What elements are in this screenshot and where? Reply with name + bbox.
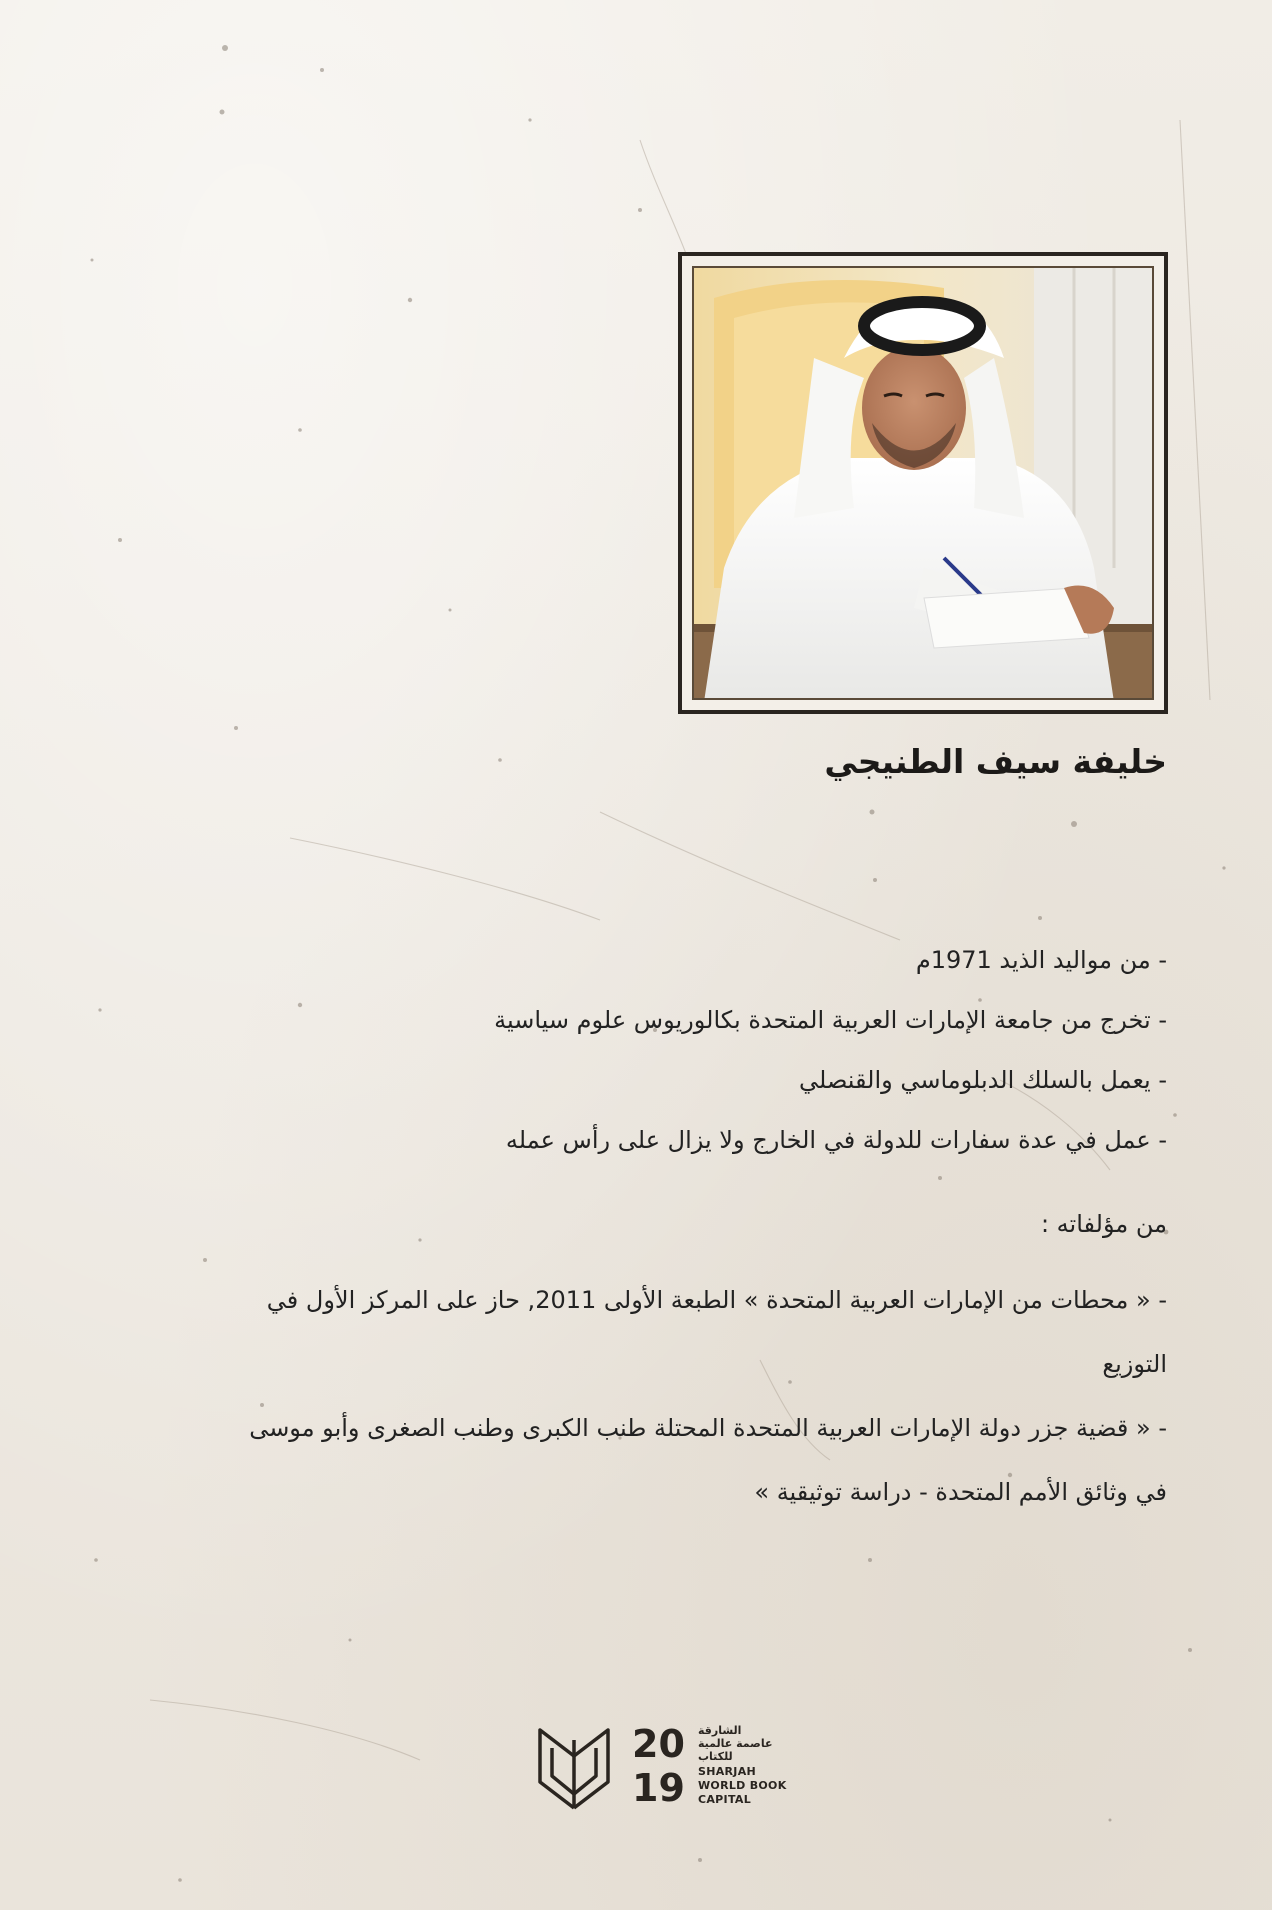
logo-ar-line: للكتاب: [698, 1750, 733, 1763]
logo-en-line: SHARJAH: [698, 1765, 757, 1778]
logo-year-bottom: 19: [632, 1766, 685, 1810]
author-photo-frame: [678, 252, 1168, 714]
works-list: [237, 1268, 1167, 1524]
works-heading: من مؤلفاته :: [1040, 1210, 1167, 1238]
bio-item: - من مواليد الذيد 1971م: [915, 946, 1167, 974]
author-name: خليفة سيف الطنيجي: [824, 742, 1167, 781]
open-book-icon: [532, 1722, 616, 1814]
logo-ar-line: عاصمة عالمية: [698, 1737, 773, 1750]
work-item: - « قضية جزر دولة الإمارات العربية المتحدة المحتلة طنب الكبرى وطنب الصغرى وأبو موسى في وثائق الأمم المتحدة - دراسة توثيقية »: [249, 1414, 1167, 1506]
logo-text: [698, 1724, 808, 1807]
logo-year: [632, 1722, 692, 1810]
author-bio: [267, 930, 1167, 1170]
logo-en-line: CAPITAL: [698, 1793, 752, 1806]
logo-english-text: [698, 1765, 808, 1807]
logo-year-top: 20: [632, 1722, 685, 1766]
work-item: - « محطات من الإمارات العربية المتحدة » الطبعة الأولى 2011, حاز على المركز الأول في التوزيع: [266, 1286, 1167, 1378]
bio-item: - عمل في عدة سفارات للدولة في الخارج ولا يزال على رأس عمله: [505, 1126, 1167, 1154]
sharjah-world-book-capital-logo: [532, 1722, 802, 1814]
logo-ar-line: الشارقة: [698, 1724, 742, 1737]
bio-item: - تخرج من جامعة الإمارات العربية المتحدة بكالوريوس علوم سياسية: [494, 1006, 1167, 1034]
logo-en-line: WORLD BOOK: [698, 1779, 787, 1792]
logo-arabic-text: [698, 1724, 808, 1763]
author-photo: [692, 266, 1154, 700]
bio-item: - يعمل بالسلك الدبلوماسي والقنصلي: [799, 1066, 1167, 1094]
